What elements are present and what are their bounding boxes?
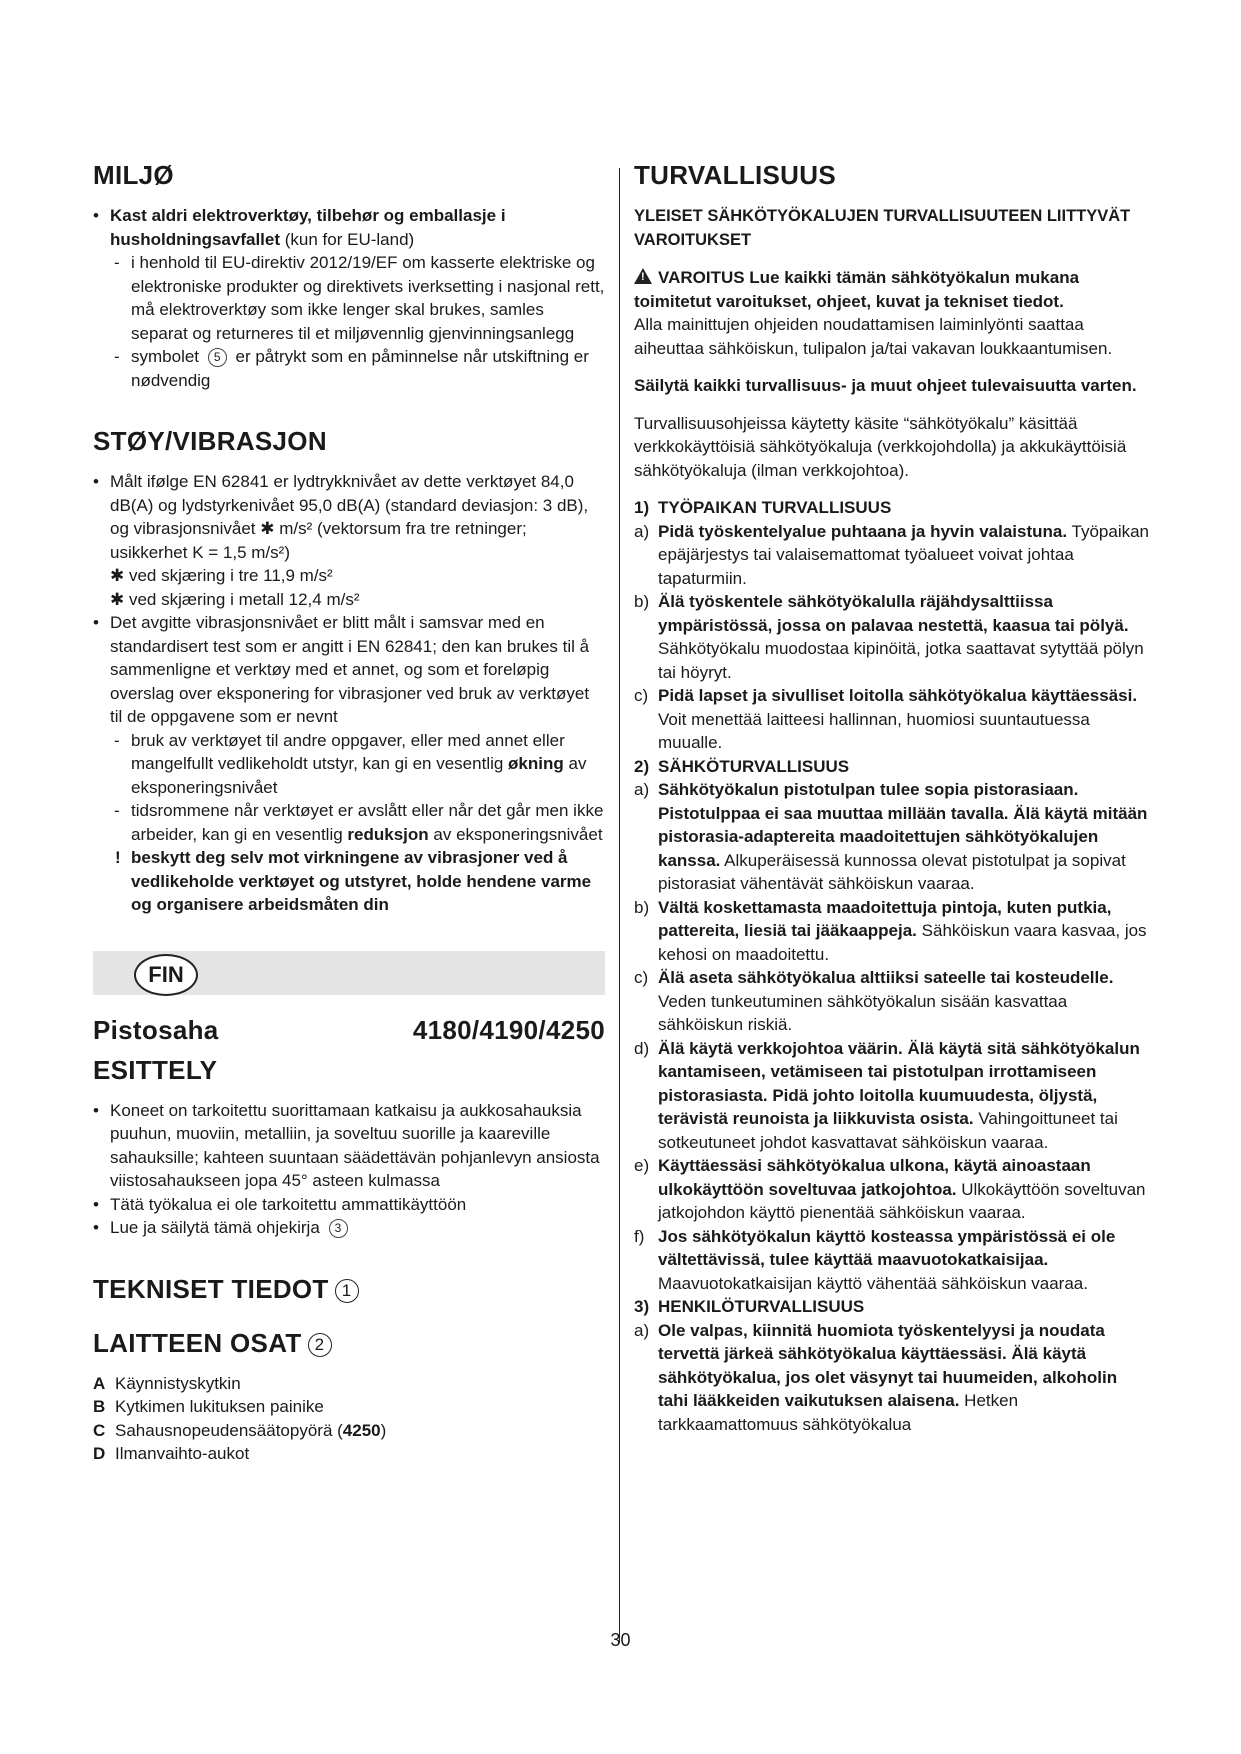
tekniset-heading: TEKNISET TIEDOT 1 <box>93 1274 605 1304</box>
list-item: • Målt ifølge EN 62841 er lydtrykknivået av dette verktøyet 84,0 dB(A) og lydstyrkenivået 95,0 dB(A) (standard deviasjon: 3 dB), og vibrasjonsnivået ✱ m/s² (vektorsum fra tre retninger; usikkerhet K = 1,5 m/s²) <box>93 470 605 564</box>
list-item: D Ilmanvaihto-aukot <box>93 1444 250 1463</box>
warning-text: Alla mainittujen ohjeiden noudattamisen laiminlyönti saattaa aiheuttaa sähköiskun, tulipalon ja/tai vakavan loukkaantumisen. <box>634 315 1113 358</box>
stoy-dash-1: - bruk av verktøyet til andre oppgaver, eller med annet eller mangelfullt vedlikeholdt utstyr, kan gi en vesentlig økning av eksponeringsnivået <box>93 729 605 800</box>
osat-heading: LAITTEEN OSAT 2 <box>93 1328 605 1358</box>
section-heading: 3) HENKILÖTURVALLISUUS <box>634 1297 865 1316</box>
list-item: c) Pidä lapset ja sivulliset loitolla sähkötyökalua käyttäessäsi. Voit menettää laitteesi hallinnan, huomiosi suuntautuessa muualle. <box>634 686 1138 752</box>
circled-number: 2 <box>308 1333 332 1357</box>
keep-instructions: Säilytä kaikki turvallisuus- ja muut ohjeet tulevaisuutta varten. <box>634 376 1137 395</box>
product-name: Pistosaha <box>93 1014 219 1045</box>
list-item: d) Älä käytä verkkojohtoa väärin. Älä käytä sitä sähkötyökalun kantamiseen, vetämiseen tai pistotulpan irrottamiseen pistorasiasta. Pidä johto loitolla kuumuudesta, öljystä, terävistä reunoista ja liikkuvista osista. Vahingoittuneet tai sotkeutuneet johdot kasvattavat sähköiskun vaaraa. <box>634 1038 1140 1152</box>
list-item: b) Älä työskentele sähkötyökalulla räjähdysalttiissa ympäristössä, jossa on palavaa nestettä, kaasua tai pölyä. Sähkötyökalu muodostaa kipinöitä, jotka saattavat sytyttää pölyn tai höyryt. <box>634 592 1144 682</box>
section-heading: 2) SÄHKÖTURVALLISUUS <box>634 756 850 776</box>
stoy-list <box>93 470 605 564</box>
vibration-warning: ! beskytt deg selv mot virkningene av vibrasjoner ved å vedlikeholde verktøyet og utstyret, holde hendene varme og organisere arbeidsmåten din <box>93 846 605 917</box>
list-item: a) Ole valpas, kiinnitä huomiota työskentelyysi ja noudata tervettä järkeä sähkötyökalua käyttäessäsi. Älä käytä sähkötyökalua, jos olet väsynyt tai huumeiden, alkoholin tahi lääkkeiden vaikutuksen alaisena. Hetken tarkkaamattomuus sähkötyökalua <box>634 1320 1118 1434</box>
list-item: • Det avgitte vibrasjonsnivået er blitt målt i samsvar med en standardisert test som er angitt i EN 62841; den kan brukes til å sammenligne et verktøy med et annet, og som et foreløpig overslag over eksponering for vibrasjoner ved bruk av verktøyet til de oppgavene som er nevnt <box>93 611 605 729</box>
list-item: • Koneet on tarkoitettu suorittamaan katkaisu ja aukkosahauksia puuhun, muoviin, metalliin, ja soveltuu suorille ja kaareville sahauksille; kahteen suuntaan säädettävän pohjanlevyn ansiosta viistosahaukseen jopa 45° asteen kulmassa <box>93 1099 605 1193</box>
list-item: a) Sähkötyökalun pistotulpan tulee sopia pistorasiaan. Pistotulppaa ei saa muuttaa millään tavalla. Älä käytä mitään pistorasia-adaptereita maadoitettujen sähkötyökalujen kanssa. Alkuperäisessä kunnossa olevat pistotulpat ja sopivat pistorasiat vähentävät sähköiskun vaaraa. <box>634 780 1148 893</box>
term-definition: Turvallisuusohjeissa käytetty käsite “sähkötyökalu” käsittää verkkokäyttöisiä sähkötyökaluja (verkkojohdolla) ja akkukäyttöisiä sähkötyökaluja (ilman verkkojohtoa). <box>634 413 1127 480</box>
miljo-list <box>93 204 605 251</box>
turvallisuus-heading: TURVALLISUUS <box>634 160 836 190</box>
page-number: 30 <box>610 1630 631 1650</box>
list-item: a) Pidä työskentelyalue puhtaana ja hyvin valaistuna. Työpaikan epäjärjestys tai valaisemattomat työalueet voivat johtaa tapaturmiin. <box>634 521 1150 588</box>
esittely-heading: ESITTELY <box>93 1054 218 1085</box>
circled-number: 1 <box>335 1279 359 1303</box>
list-item: • Tätä työkalua ei ole tarkoitettu ammattikäyttöön <box>93 1193 605 1217</box>
list-item: e) Käyttäessäsi sähkötyökalua ulkona, käytä ainoastaan ulkokäyttöön soveltuvaa jatkojohtoa. Ulkokäyttöön soveltuvan jatkojohdon käyttö pienentää sähköiskun vaaraa. <box>634 1156 1146 1222</box>
miljo-dash-1: - i henhold til EU-direktiv 2012/19/EF om kasserte elektriske og elektroniske produkter og direktivets iverksetting i nasjonal rett, må elektroverktøy som ikke lenger skal brukes, samles separat og returneres til et miljøvennlig gjenvinningsanlegg <box>93 251 605 345</box>
asterisk-line: ✱ ved skjæring i tre 11,9 m/s² <box>110 566 333 585</box>
column-divider <box>619 168 620 1643</box>
list-item: B Kytkimen lukituksen painike <box>93 1397 324 1416</box>
miljo-heading: MILJØ <box>93 160 174 190</box>
circled-number: 3 <box>329 1219 348 1238</box>
language-bar <box>93 951 605 995</box>
model-numbers: 4180/4190/4250 <box>412 1014 605 1045</box>
miljo-dash-2: - symbolet 5 er påtrykt som en påminnelse når utskiftning er nødvendig <box>93 345 605 392</box>
product-title-row <box>93 1015 605 1045</box>
stoy-heading: STØY/VIBRASJON <box>93 426 327 456</box>
section-heading: 1) TYÖPAIKAN TURVALLISUUS <box>634 498 892 517</box>
general-warnings-heading: YLEISET SÄHKÖTYÖKALUJEN TURVALLISUUTEEN LIITTYVÄT VAROITUKSET <box>634 207 1131 249</box>
esittely-list <box>93 1099 605 1240</box>
list-item: • Lue ja säilytä tämä ohjekirja 3 <box>93 1216 605 1240</box>
list-item: A Käynnistyskytkin <box>93 1373 241 1393</box>
asterisk-line: ✱ ved skjæring i metall 12,4 m/s² <box>110 589 360 609</box>
right-column <box>634 160 1149 1436</box>
parts-list <box>93 1372 605 1466</box>
warning-icon <box>634 268 652 284</box>
warning-paragraph: !VAROITUS Lue kaikki tämän sähkötyökalun mukana toimitetut varoitukset, ohjeet, kuvat ja tekniset tiedot. <box>634 266 1149 313</box>
left-column <box>93 160 605 1466</box>
stoy-dash-2: - tidsrommene når verktøyet er avslått eller når det går men ikke arbeider, kan gi en vesentlig reduksjon av eksponeringsnivået <box>93 799 605 846</box>
language-badge: FIN <box>134 954 198 996</box>
list-item: • Kast aldri elektroverktøy, tilbehør og emballasje i husholdningsavfallet (kun for EU-land) <box>93 204 605 251</box>
list-item: b) Vältä koskettamasta maadoitettuja pintoja, kuten putkia, pattereita, liesiä tai jääkaappeja. Sähköiskun vaara kasvaa, jos kehosi on maadoitettu. <box>634 897 1147 964</box>
list-item: c) Älä aseta sähkötyökalua alttiiksi sateelle tai kosteudelle. Veden tunkeutuminen sähkötyökalun sisään kasvattaa sähköiskun riskiä. <box>634 968 1114 1034</box>
list-item: C Sahausnopeudensäätopyörä (4250) <box>93 1420 387 1440</box>
list-item: f) Jos sähkötyökalun käyttö kosteassa ympäristössä ei ole vältettävissä, tulee käyttää maavuotokatkaisijaa. Maavuotokatkaisijan käyttö vähentää sähköiskun vaaraa. <box>634 1226 1116 1293</box>
circled-number: 5 <box>208 348 227 367</box>
